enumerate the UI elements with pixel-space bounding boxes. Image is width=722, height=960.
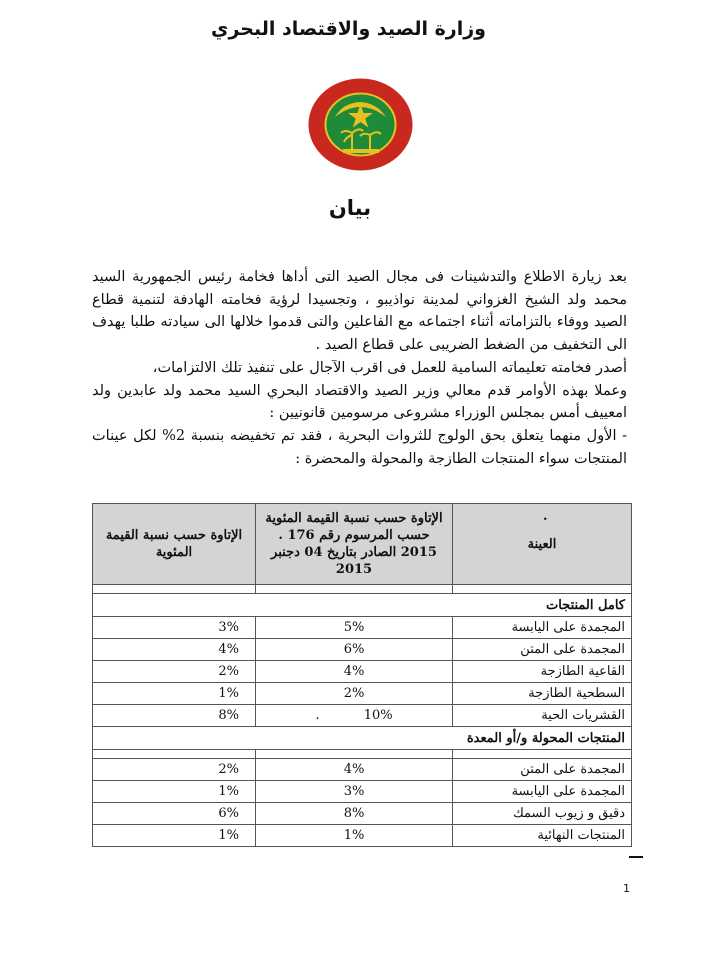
- cell-fee-new: 1%: [93, 825, 256, 847]
- cell-fee-new: 1%: [93, 683, 256, 705]
- ministry-name: وزارة الصيد والاقتصاد البحري: [211, 18, 486, 40]
- cell-sample: المجمدة على اليابسة: [453, 617, 632, 639]
- cell-sample: المجمدة على اليابسة: [453, 781, 632, 803]
- cell-fee-new: 6%: [93, 803, 256, 825]
- section-processed-products: المنتجات المحولة و/أو المعدة: [93, 727, 632, 750]
- table-header-row: [93, 504, 632, 585]
- table-row: [93, 683, 632, 705]
- cell-fee-new: 8%: [93, 705, 256, 727]
- table-row: [93, 705, 632, 727]
- cell-fee-2015: 2%: [256, 683, 453, 705]
- cell-fee-2015-value: 10%: [363, 708, 393, 723]
- header-fee-2015: الإتاوة حسب نسبة القيمة المئوية حسب المرسوم رقم 176 . 2015 الصادر بتاريخ 04 دجنبر 2015: [256, 504, 453, 585]
- cell-sample: السطحية الطازجة: [453, 683, 632, 705]
- header-fee-new: الإتاوة حسب نسبة القيمة المئوية: [93, 504, 256, 585]
- spacer-row: [93, 585, 632, 594]
- cell-sample: دقيق و زيوب السمك: [453, 803, 632, 825]
- statement-body: [92, 266, 627, 470]
- table-row: [93, 825, 632, 847]
- cell-fee-new: 1%: [93, 781, 256, 803]
- cell-fee-2015: 4%: [256, 759, 453, 781]
- table-row: [93, 803, 632, 825]
- statement-title: بيان: [328, 196, 372, 220]
- cell-fee-new: 2%: [93, 759, 256, 781]
- table-row: [93, 781, 632, 803]
- paragraph-instructions: أصدر فخامته تعليماته السامية للعمل فى اقرب الآجال على تنفيذ تلك الالتزامات،: [152, 359, 627, 376]
- paragraph-first-decree: - الأول منهما يتعلق بحق الولوج للثروات البحرية ، فقد تم تخفيضه بنسبة 2% لكل عينات المنتجات سواء المنتجات الطازجة والمحولة والمحضرة :: [92, 427, 628, 467]
- cell-sample: القاعية الطازجة: [453, 661, 632, 683]
- page-number: 1: [623, 882, 630, 895]
- table-row: [93, 759, 632, 781]
- header-mark: .: [543, 509, 548, 524]
- cell-sample: المنتجات النهائية: [453, 825, 632, 847]
- cell-fee-new: 4%: [93, 639, 256, 661]
- cell-fee-2015: [256, 705, 453, 727]
- cell-fee-2015: 4%: [256, 661, 453, 683]
- cell-fee-2015: 5%: [256, 617, 453, 639]
- cell-sample: القشريات الحية: [453, 705, 632, 727]
- national-seal-icon: [307, 77, 414, 172]
- table-row: [93, 661, 632, 683]
- cell-mark: .: [315, 708, 320, 723]
- header-sample: [453, 504, 632, 585]
- cell-fee-2015: 6%: [256, 639, 453, 661]
- section-whole-products: كامل المنتجات: [93, 594, 632, 617]
- cell-fee-2015: 3%: [256, 781, 453, 803]
- cell-fee-new: 3%: [93, 617, 256, 639]
- cell-sample: المجمدة على المتن: [453, 759, 632, 781]
- cell-fee-2015: 1%: [256, 825, 453, 847]
- paragraph-intro: بعد زيارة الاطلاع والتدشينات فى مجال الصيد التى أداها فخامة رئيس الجمهورية السيد محمد ولد الشيخ الغزواني لمدينة نواذيبو ، وتجسيدا لرؤية فخامته الهادفة لتنمية قطاع الصيد ووفاء بالتزاماته أثناء اجتماعه مع الفاعلين والتى قدموا خلالها الى سيادته طلبا يهدف الى التخفيف من الضغط الضريبى على قطاع الصيد .: [92, 269, 627, 354]
- cell-fee-2015: 8%: [256, 803, 453, 825]
- footer-dash: [629, 856, 643, 858]
- cell-fee-new: 2%: [93, 661, 256, 683]
- table-row: [93, 617, 632, 639]
- table-row: [93, 639, 632, 661]
- section-row: [93, 594, 632, 617]
- paragraph-decrees: وعملا بهذه الأوامر قدم معالي وزير الصيد والاقتصاد البحري السيد محمد ولد عابدين ولد امعييف أمس بمجلس الوزراء مشروعى مرسومين قانونيين :: [92, 382, 627, 422]
- cell-sample: المجمدة على المتن: [453, 639, 632, 661]
- spacer-row: [93, 750, 632, 759]
- header-sample-label: العينة: [527, 536, 557, 552]
- section-row: [93, 727, 632, 750]
- fees-table: [92, 503, 632, 847]
